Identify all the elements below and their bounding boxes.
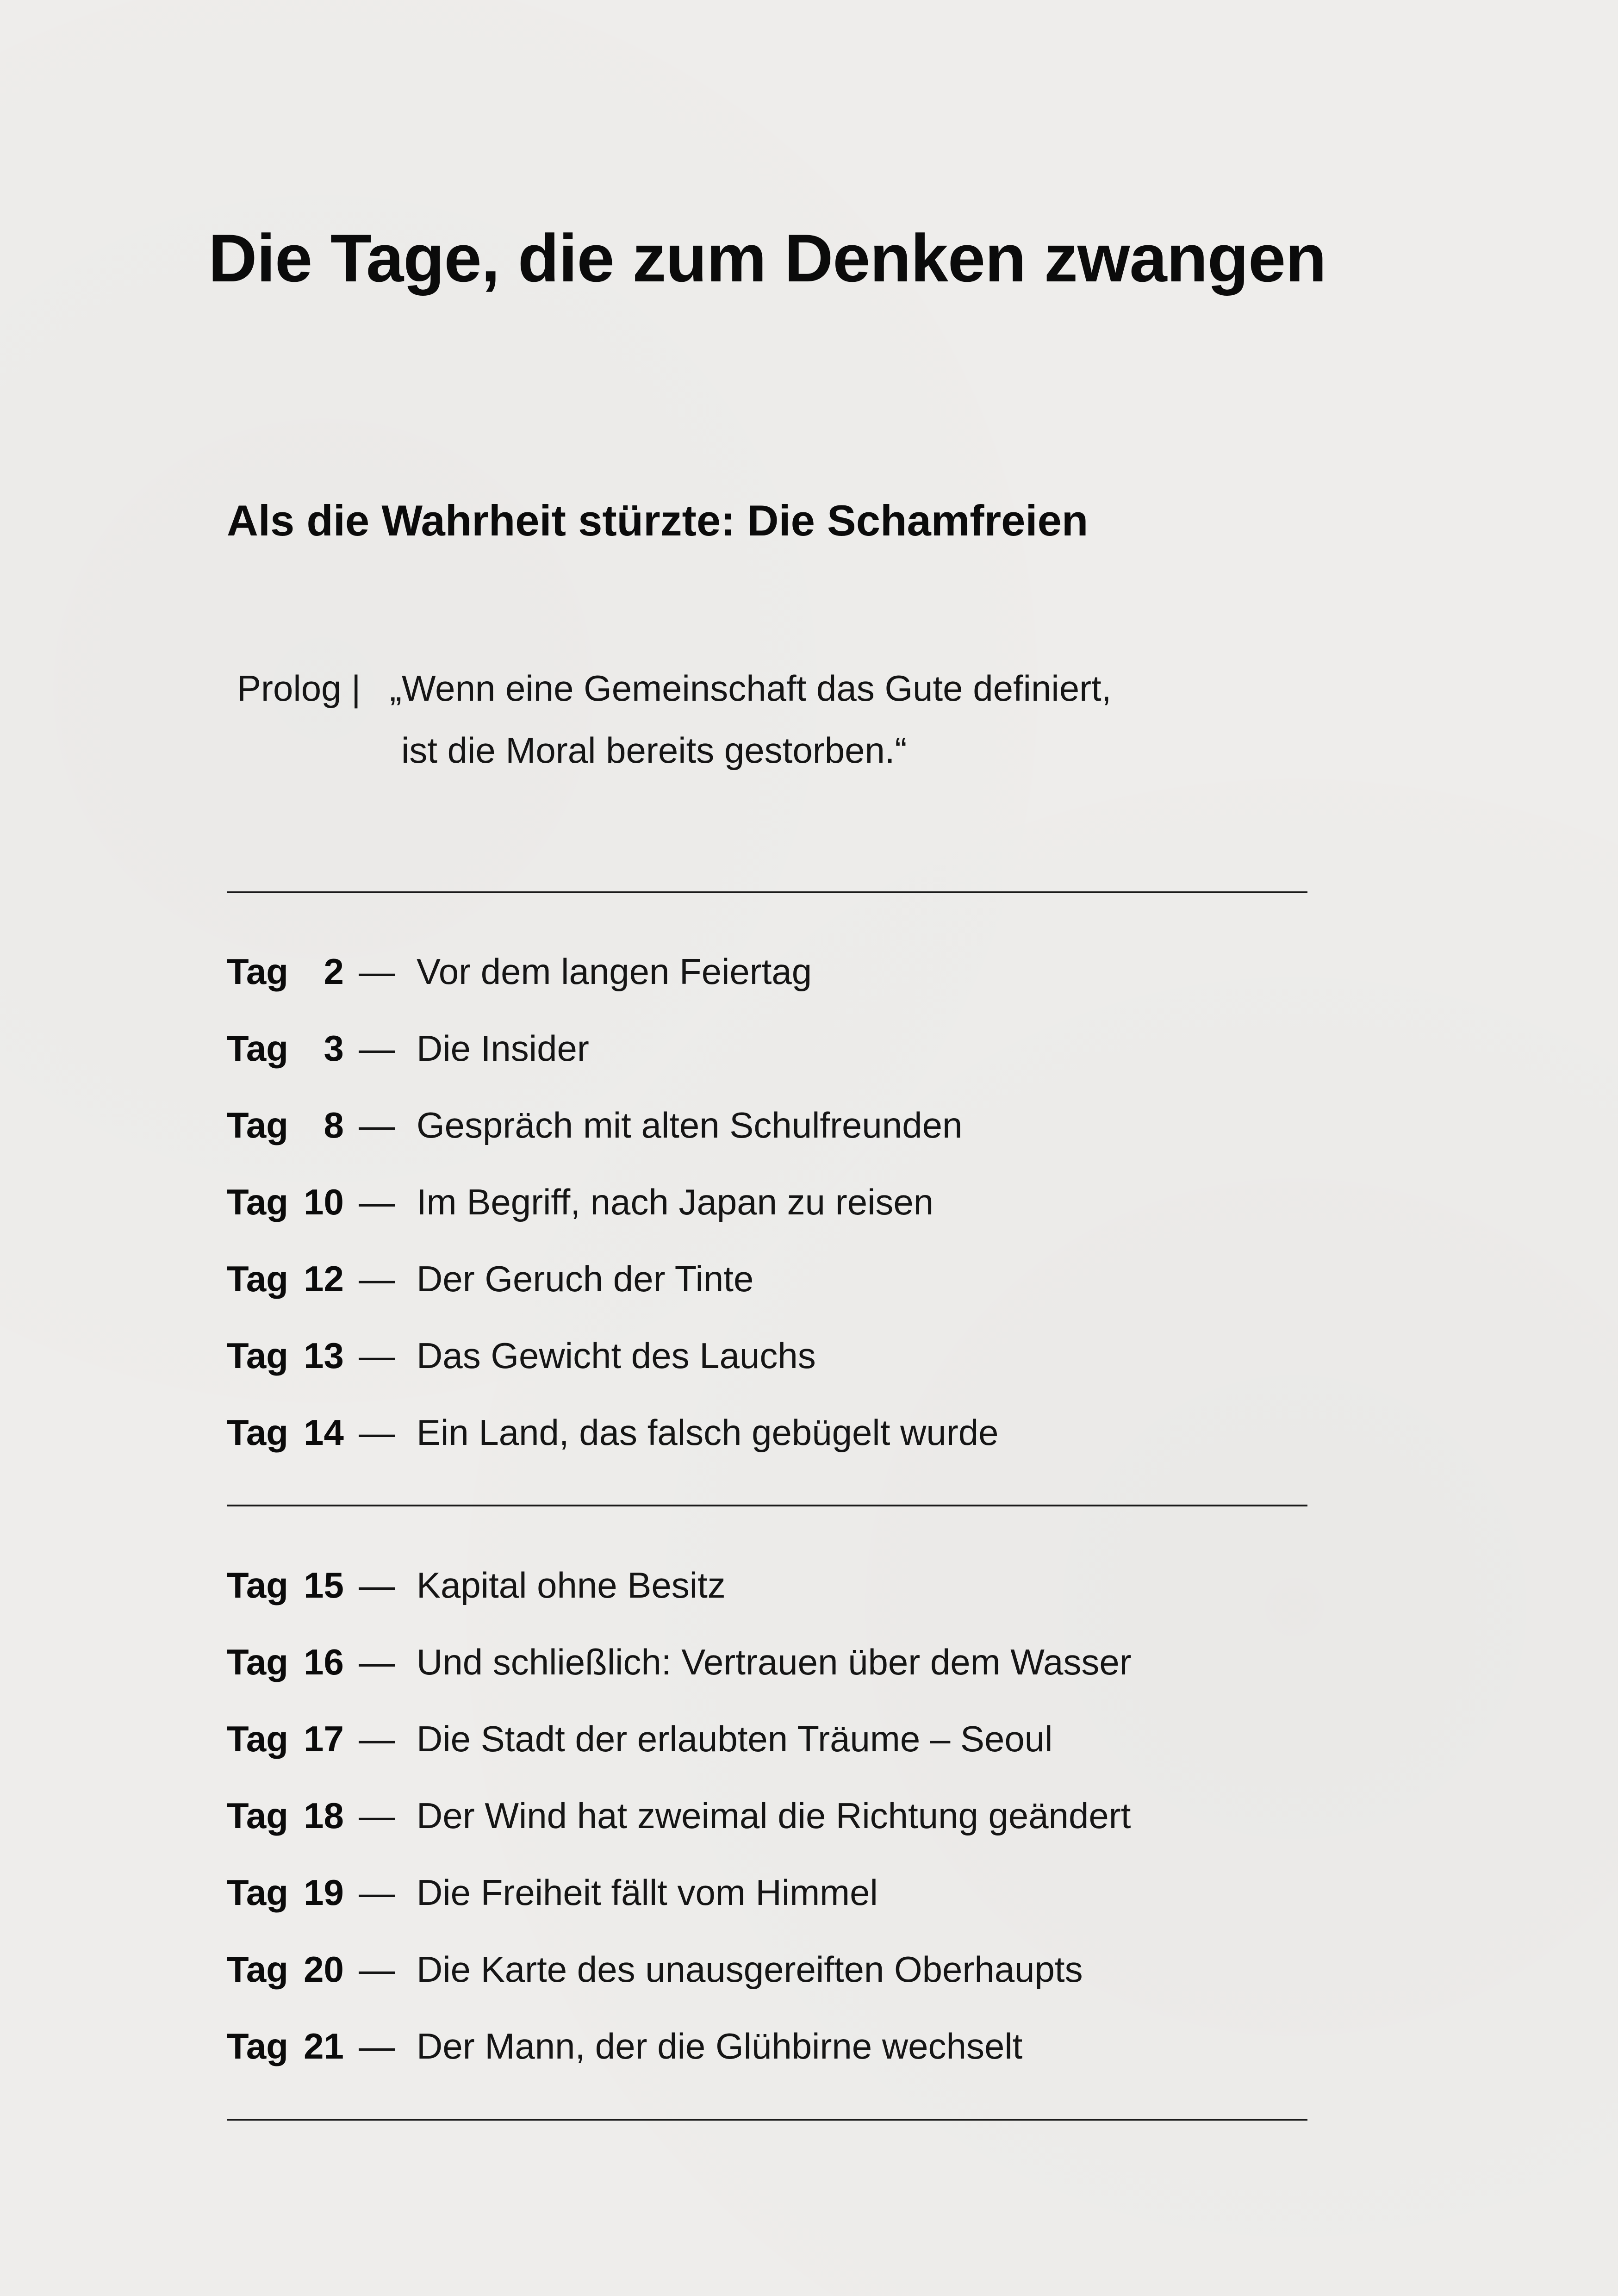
toc-day-label: Tag 18 [227, 1795, 344, 1836]
toc-day-label: Tag 14 [227, 1412, 344, 1453]
toc-title: Die Karte des unausgereiften Oberhaupts [417, 1949, 1083, 1990]
prolog-quote-line-2: ist die Moral bereits gestorben.“ [401, 730, 907, 771]
toc-dash: — [359, 1872, 395, 1913]
divider-bottom [227, 2119, 1307, 2121]
prolog-label: Prolog | [237, 668, 361, 709]
section-title: Als die Wahrheit stürzte: Die Schamfreien [227, 496, 1089, 545]
toc-dash: — [359, 1105, 395, 1145]
toc-dash: — [359, 1028, 395, 1069]
toc-title: Im Begriff, nach Japan zu reisen [417, 1182, 934, 1222]
toc-day-label: Tag 17 [227, 1718, 344, 1759]
toc-day-label: Tag 15 [227, 1565, 344, 1605]
toc-title: Kapital ohne Besitz [417, 1565, 726, 1605]
toc-title: Und schließlich: Vertrauen über dem Wasser [417, 1642, 1132, 1682]
toc-dash: — [359, 951, 395, 992]
toc-dash: — [359, 1565, 395, 1605]
toc-title: Ein Land, das falsch gebügelt wurde [417, 1412, 999, 1453]
toc-day-label: Tag 21 [227, 2026, 344, 2066]
toc-day-label: Tag 20 [227, 1949, 344, 1990]
toc-title: Die Freiheit fällt vom Himmel [417, 1872, 878, 1913]
page-title: Die Tage, die zum Denken zwangen [208, 220, 1326, 296]
toc-day-label: Tag 13 [227, 1335, 344, 1376]
toc-title: Der Wind hat zweimal die Richtung geändert [417, 1795, 1131, 1836]
toc-dash: — [359, 1335, 395, 1376]
divider-top [227, 891, 1307, 893]
toc-dash: — [359, 1182, 395, 1222]
toc-title: Der Geruch der Tinte [417, 1258, 754, 1299]
toc-day-label: Tag 12 [227, 1258, 344, 1299]
toc-dash: — [359, 1718, 395, 1759]
toc-title: Die Insider [417, 1028, 589, 1069]
toc-dash: — [359, 1412, 395, 1453]
divider-middle [227, 1505, 1307, 1506]
toc-dash: — [359, 1642, 395, 1682]
toc-dash: — [359, 1258, 395, 1299]
toc-day-label: Tag 2 [227, 951, 344, 992]
toc-dash: — [359, 2026, 395, 2066]
toc-day-label: Tag 16 [227, 1642, 344, 1682]
toc-day-label: Tag 10 [227, 1182, 344, 1222]
toc-title: Der Mann, der die Glühbirne wechselt [417, 2026, 1023, 2066]
toc-title: Vor dem langen Feiertag [417, 951, 812, 992]
toc-day-label: Tag 8 [227, 1105, 344, 1145]
toc-title: Das Gewicht des Lauchs [417, 1335, 816, 1376]
toc-dash: — [359, 1795, 395, 1836]
toc-day-label: Tag 19 [227, 1872, 344, 1913]
toc-title: Gespräch mit alten Schulfreunden [417, 1105, 963, 1145]
toc-dash: — [359, 1949, 395, 1990]
toc-title: Die Stadt der erlaubten Träume – Seoul [417, 1718, 1053, 1759]
prolog-quote-line-1: „Wenn eine Gemeinschaft das Gute definiert, [390, 668, 1112, 709]
toc-day-label: Tag 3 [227, 1028, 344, 1069]
